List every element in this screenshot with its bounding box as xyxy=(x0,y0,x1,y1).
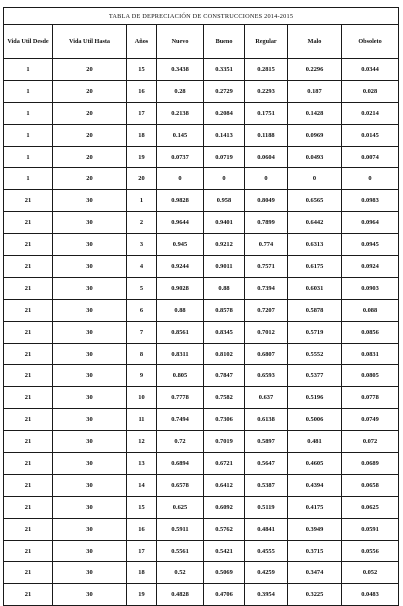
table-cell: 0.0969 xyxy=(288,124,342,146)
table-cell: 0.88 xyxy=(157,299,204,321)
table-cell: 20 xyxy=(53,124,127,146)
table-cell: 0.0924 xyxy=(342,256,399,278)
table-cell: 16 xyxy=(127,518,157,540)
table-cell: 0.0658 xyxy=(342,474,399,496)
table-cell: 0.8102 xyxy=(204,343,245,365)
table-cell: 21 xyxy=(4,387,53,409)
table-cell: 0.5006 xyxy=(288,409,342,431)
table-cell: 0.0344 xyxy=(342,59,399,81)
table-cell: 0.52 xyxy=(157,562,204,584)
table-cell: 0.6565 xyxy=(288,190,342,212)
table-cell: 1 xyxy=(4,124,53,146)
table-cell: 30 xyxy=(53,343,127,365)
table-cell: 30 xyxy=(53,256,127,278)
table-cell: 21 xyxy=(4,518,53,540)
table-cell: 0.2138 xyxy=(157,102,204,124)
table-cell: 0.0214 xyxy=(342,102,399,124)
table-cell: 0.8345 xyxy=(204,321,245,343)
table-cell: 0.5119 xyxy=(245,496,288,518)
table-cell: 21 xyxy=(4,299,53,321)
table-cell: 0.0483 xyxy=(342,584,399,606)
table-row xyxy=(4,256,399,278)
table-cell: 30 xyxy=(53,409,127,431)
table-cell: 0.2084 xyxy=(204,102,245,124)
table-cell: 0.481 xyxy=(288,431,342,453)
table-row xyxy=(4,431,399,453)
table-cell: 0.88 xyxy=(204,277,245,299)
table-row xyxy=(4,146,399,168)
table-cell: 0.9828 xyxy=(157,190,204,212)
table-cell: 21 xyxy=(4,343,53,365)
table-cell: 7 xyxy=(127,321,157,343)
table-cell: 10 xyxy=(127,387,157,409)
table-cell: 0.5911 xyxy=(157,518,204,540)
table-cell: 0.637 xyxy=(245,387,288,409)
table-row xyxy=(4,59,399,81)
table-cell: 0 xyxy=(288,168,342,190)
table-cell: 0.3954 xyxy=(245,584,288,606)
table-cell: 0.0604 xyxy=(245,146,288,168)
depreciation-table xyxy=(3,7,399,606)
table-cell: 0.6442 xyxy=(288,212,342,234)
table-cell: 0.0591 xyxy=(342,518,399,540)
table-cell: 0.7306 xyxy=(204,409,245,431)
table-cell: 0 xyxy=(245,168,288,190)
table-row xyxy=(4,540,399,562)
table-cell: 1 xyxy=(4,168,53,190)
table-cell: 0.6092 xyxy=(204,496,245,518)
table-row xyxy=(4,474,399,496)
table-cell: 30 xyxy=(53,277,127,299)
table-cell: 19 xyxy=(127,146,157,168)
table-cell: 0.6807 xyxy=(245,343,288,365)
table-cell: 2 xyxy=(127,212,157,234)
table-cell: 0.1413 xyxy=(204,124,245,146)
table-cell: 0.5878 xyxy=(288,299,342,321)
table-cell: 0.0903 xyxy=(342,277,399,299)
table-cell: 0.6721 xyxy=(204,453,245,475)
table-cell: 0.9011 xyxy=(204,256,245,278)
table-cell: 0.6894 xyxy=(157,453,204,475)
table-cell: 15 xyxy=(127,496,157,518)
table-cell: 21 xyxy=(4,562,53,584)
title-row xyxy=(4,8,399,25)
header-malo: Malo xyxy=(288,25,342,59)
table-cell: 0.0805 xyxy=(342,365,399,387)
table-cell: 0.958 xyxy=(204,190,245,212)
table-cell: 20 xyxy=(53,168,127,190)
table-cell: 12 xyxy=(127,431,157,453)
table-cell: 0.7582 xyxy=(204,387,245,409)
table-cell: 0.7207 xyxy=(245,299,288,321)
table-cell: 0.3715 xyxy=(288,540,342,562)
table-cell: 0.8049 xyxy=(245,190,288,212)
table-cell: 0.5196 xyxy=(288,387,342,409)
table-cell: 21 xyxy=(4,234,53,256)
table-cell: 0.6031 xyxy=(288,277,342,299)
table-row xyxy=(4,277,399,299)
table-cell: 30 xyxy=(53,474,127,496)
table-cell: 0.7847 xyxy=(204,365,245,387)
table-cell: 21 xyxy=(4,365,53,387)
table-cell: 0.7012 xyxy=(245,321,288,343)
table-body xyxy=(4,59,399,606)
table-cell: 0.805 xyxy=(157,365,204,387)
header-anos: Años xyxy=(127,25,157,59)
table-cell: 0.0831 xyxy=(342,343,399,365)
table-cell: 0.6578 xyxy=(157,474,204,496)
depreciation-document xyxy=(3,7,398,606)
table-row xyxy=(4,190,399,212)
table-cell: 9 xyxy=(127,365,157,387)
table-cell: 0.7019 xyxy=(204,431,245,453)
table-cell: 0.028 xyxy=(342,80,399,102)
table-cell: 0.052 xyxy=(342,562,399,584)
table-cell: 0.9028 xyxy=(157,277,204,299)
table-row xyxy=(4,365,399,387)
table-cell: 17 xyxy=(127,102,157,124)
table-cell: 0.9644 xyxy=(157,212,204,234)
table-cell: 0.8561 xyxy=(157,321,204,343)
table-row xyxy=(4,387,399,409)
table-row xyxy=(4,102,399,124)
table-cell: 0.5647 xyxy=(245,453,288,475)
table-cell: 0.0749 xyxy=(342,409,399,431)
table-cell: 0.0983 xyxy=(342,190,399,212)
table-cell: 0.945 xyxy=(157,234,204,256)
header-obsoleto: Obsoleto xyxy=(342,25,399,59)
header-vida-util-hasta: Vida Util Hasta xyxy=(53,25,127,59)
table-cell: 0.4259 xyxy=(245,562,288,584)
table-cell: 0.5387 xyxy=(245,474,288,496)
table-cell: 3 xyxy=(127,234,157,256)
table-cell: 0.145 xyxy=(157,124,204,146)
table-cell: 0.7494 xyxy=(157,409,204,431)
table-cell: 0.7394 xyxy=(245,277,288,299)
header-regular: Regular xyxy=(245,25,288,59)
table-cell: 8 xyxy=(127,343,157,365)
table-cell: 30 xyxy=(53,234,127,256)
table-cell: 20 xyxy=(53,102,127,124)
table-cell: 16 xyxy=(127,80,157,102)
table-cell: 30 xyxy=(53,365,127,387)
header-bueno: Bueno xyxy=(204,25,245,59)
table-cell: 21 xyxy=(4,496,53,518)
table-cell: 0.5069 xyxy=(204,562,245,584)
table-cell: 0.0778 xyxy=(342,387,399,409)
table-cell: 21 xyxy=(4,540,53,562)
table-cell: 0 xyxy=(342,168,399,190)
table-cell: 0.6593 xyxy=(245,365,288,387)
table-cell: 0.6313 xyxy=(288,234,342,256)
table-cell: 0.1751 xyxy=(245,102,288,124)
table-cell: 0.7778 xyxy=(157,387,204,409)
table-cell: 17 xyxy=(127,540,157,562)
table-cell: 21 xyxy=(4,474,53,496)
table-cell: 5 xyxy=(127,277,157,299)
table-cell: 0.3351 xyxy=(204,59,245,81)
table-cell: 0.5552 xyxy=(288,343,342,365)
table-cell: 0.5561 xyxy=(157,540,204,562)
table-cell: 21 xyxy=(4,212,53,234)
table-cell: 0.7571 xyxy=(245,256,288,278)
table-row xyxy=(4,212,399,234)
table-cell: 0.6412 xyxy=(204,474,245,496)
table-row xyxy=(4,584,399,606)
table-cell: 0.72 xyxy=(157,431,204,453)
table-cell: 30 xyxy=(53,190,127,212)
table-cell: 0.0556 xyxy=(342,540,399,562)
table-cell: 30 xyxy=(53,321,127,343)
table-row xyxy=(4,124,399,146)
table-row xyxy=(4,562,399,584)
table-cell: 0.0625 xyxy=(342,496,399,518)
table-cell: 0.9401 xyxy=(204,212,245,234)
table-cell: 0.072 xyxy=(342,431,399,453)
table-cell: 21 xyxy=(4,453,53,475)
table-cell: 18 xyxy=(127,124,157,146)
table-cell: 30 xyxy=(53,584,127,606)
table-cell: 0.3474 xyxy=(288,562,342,584)
table-cell: 15 xyxy=(127,59,157,81)
table-cell: 20 xyxy=(53,146,127,168)
header-nuevo: Nuevo xyxy=(157,25,204,59)
table-cell: 1 xyxy=(4,102,53,124)
table-cell: 21 xyxy=(4,321,53,343)
header-row xyxy=(4,25,399,59)
table-row xyxy=(4,409,399,431)
table-cell: 30 xyxy=(53,431,127,453)
table-cell: 21 xyxy=(4,190,53,212)
table-cell: 0.088 xyxy=(342,299,399,321)
table-cell: 0.4828 xyxy=(157,584,204,606)
table-cell: 30 xyxy=(53,540,127,562)
table-cell: 0.28 xyxy=(157,80,204,102)
table-cell: 11 xyxy=(127,409,157,431)
table-cell: 19 xyxy=(127,584,157,606)
table-cell: 0.5897 xyxy=(245,431,288,453)
table-cell: 0.1428 xyxy=(288,102,342,124)
table-cell: 21 xyxy=(4,277,53,299)
table-cell: 0.9244 xyxy=(157,256,204,278)
table-cell: 1 xyxy=(4,80,53,102)
table-cell: 30 xyxy=(53,212,127,234)
table-row xyxy=(4,343,399,365)
table-cell: 0.0737 xyxy=(157,146,204,168)
table-cell: 0.0493 xyxy=(288,146,342,168)
table-cell: 0.0856 xyxy=(342,321,399,343)
table-cell: 30 xyxy=(53,496,127,518)
table-cell: 20 xyxy=(53,59,127,81)
table-cell: 0.625 xyxy=(157,496,204,518)
table-cell: 21 xyxy=(4,409,53,431)
table-cell: 0.0719 xyxy=(204,146,245,168)
table-cell: 0.9212 xyxy=(204,234,245,256)
table-row xyxy=(4,234,399,256)
table-row xyxy=(4,518,399,540)
table-cell: 0.0689 xyxy=(342,453,399,475)
table-cell: 0.3949 xyxy=(288,518,342,540)
table-cell: 21 xyxy=(4,584,53,606)
table-cell: 0.3225 xyxy=(288,584,342,606)
table-row xyxy=(4,496,399,518)
table-cell: 0.0145 xyxy=(342,124,399,146)
table-cell: 0 xyxy=(157,168,204,190)
table-cell: 0.1188 xyxy=(245,124,288,146)
table-cell: 30 xyxy=(53,453,127,475)
header-vida-util-desde: Vida Util Desde xyxy=(4,25,53,59)
table-cell: 0.6175 xyxy=(288,256,342,278)
table-cell: 0.4555 xyxy=(245,540,288,562)
table-cell: 0.4394 xyxy=(288,474,342,496)
table-cell: 0.187 xyxy=(288,80,342,102)
table-cell: 0.774 xyxy=(245,234,288,256)
table-cell: 4 xyxy=(127,256,157,278)
table-title: TABLA DE DEPRECIACIÓN DE CONSTRUCCIONES 2014-2015 xyxy=(4,8,399,25)
table-cell: 20 xyxy=(53,80,127,102)
table-cell: 0.7899 xyxy=(245,212,288,234)
table-cell: 0.0964 xyxy=(342,212,399,234)
table-cell: 0.8578 xyxy=(204,299,245,321)
table-cell: 13 xyxy=(127,453,157,475)
table-cell: 30 xyxy=(53,562,127,584)
table-cell: 0.4706 xyxy=(204,584,245,606)
table-cell: 0.5719 xyxy=(288,321,342,343)
table-cell: 21 xyxy=(4,256,53,278)
table-cell: 30 xyxy=(53,387,127,409)
table-cell: 0.2815 xyxy=(245,59,288,81)
table-cell: 1 xyxy=(4,146,53,168)
table-cell: 30 xyxy=(53,518,127,540)
table-cell: 0.4175 xyxy=(288,496,342,518)
table-cell: 0.0074 xyxy=(342,146,399,168)
table-cell: 0.5421 xyxy=(204,540,245,562)
table-cell: 0.2729 xyxy=(204,80,245,102)
table-cell: 0.6138 xyxy=(245,409,288,431)
table-cell: 20 xyxy=(127,168,157,190)
table-row xyxy=(4,453,399,475)
table-cell: 0.5762 xyxy=(204,518,245,540)
table-cell: 0.4605 xyxy=(288,453,342,475)
table-cell: 0.3438 xyxy=(157,59,204,81)
table-cell: 1 xyxy=(127,190,157,212)
table-cell: 0 xyxy=(204,168,245,190)
table-row xyxy=(4,299,399,321)
table-cell: 1 xyxy=(4,59,53,81)
table-cell: 18 xyxy=(127,562,157,584)
table-cell: 0.2293 xyxy=(245,80,288,102)
table-cell: 0.4841 xyxy=(245,518,288,540)
table-cell: 0.0945 xyxy=(342,234,399,256)
table-cell: 0.5377 xyxy=(288,365,342,387)
table-cell: 6 xyxy=(127,299,157,321)
table-row xyxy=(4,321,399,343)
table-cell: 30 xyxy=(53,299,127,321)
table-cell: 0.8311 xyxy=(157,343,204,365)
table-cell: 14 xyxy=(127,474,157,496)
table-cell: 21 xyxy=(4,431,53,453)
table-row xyxy=(4,168,399,190)
table-cell: 0.2296 xyxy=(288,59,342,81)
table-row xyxy=(4,80,399,102)
